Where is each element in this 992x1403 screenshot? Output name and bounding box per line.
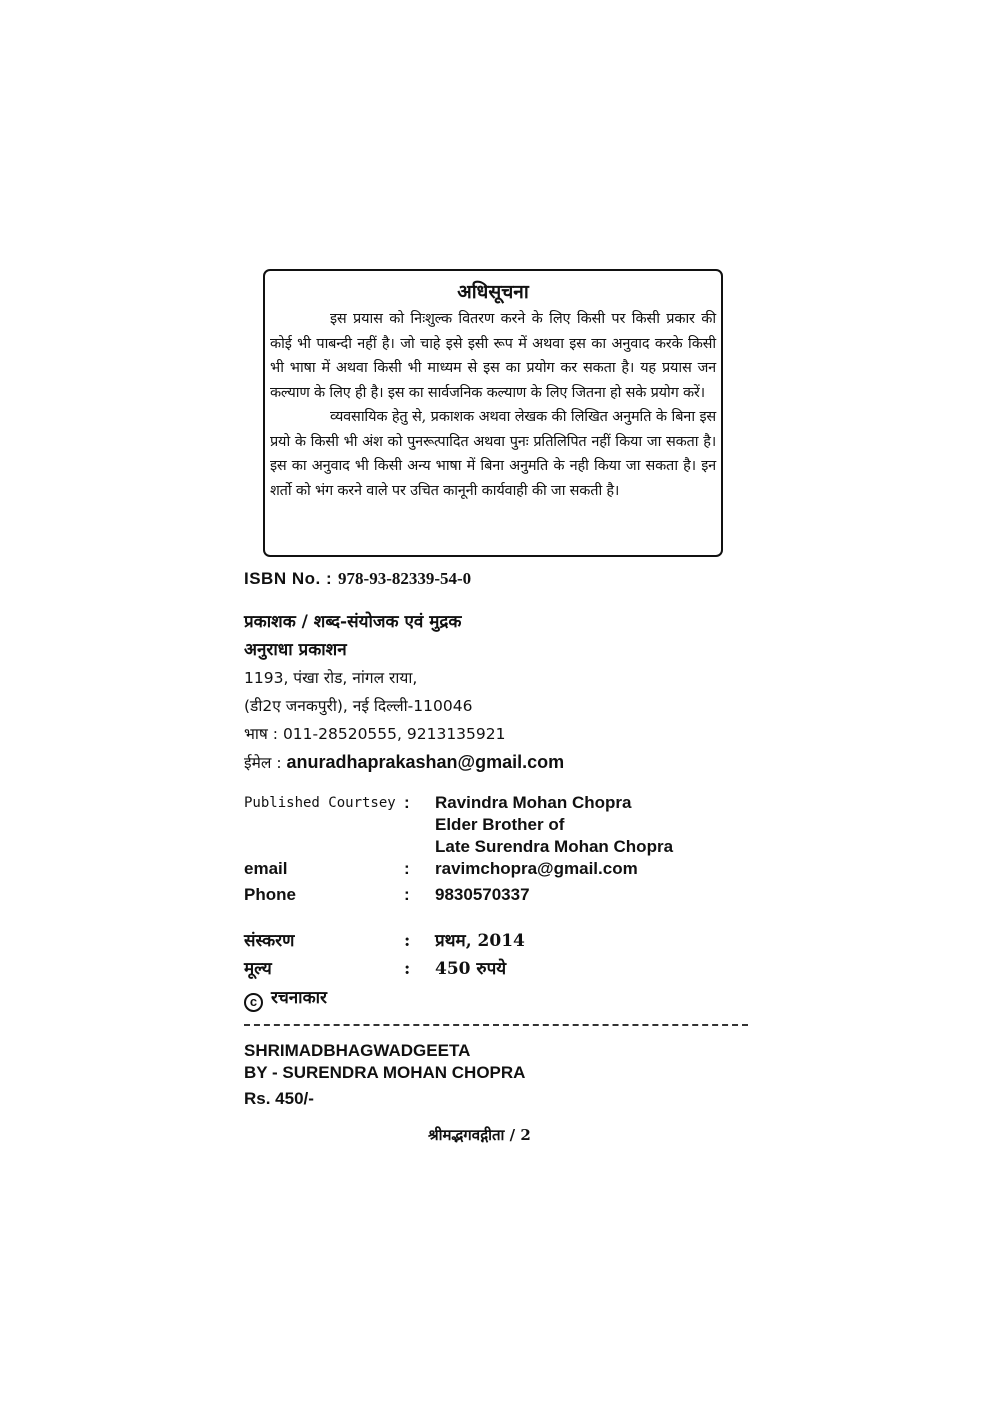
- courtesy-colon: :: [404, 859, 410, 878]
- publisher-name: अनुराधा प्रकाशन: [244, 640, 347, 660]
- edition-colon: :: [404, 931, 411, 951]
- edition-row: [244, 955, 525, 983]
- copyright-holder: रचनाकार: [271, 988, 327, 1008]
- courtesy-value: 9830570337: [435, 885, 530, 904]
- courtesy-row: [244, 880, 673, 906]
- courtesy-colon: [404, 814, 435, 836]
- courtesy-row: [244, 792, 673, 814]
- copyright-icon: c: [244, 993, 263, 1012]
- notice-box: [263, 269, 723, 557]
- publisher-email-line: [244, 748, 764, 777]
- courtesy-label: [244, 814, 404, 836]
- publisher-address-line1: 1193, पंखा रोड, नांगल राया,: [244, 669, 418, 687]
- courtesy-row: [244, 814, 673, 836]
- copyright-line: [244, 985, 327, 1012]
- publisher-address-line2: (डी2ए जनकपुरी), नई दिल्ली-110046: [244, 697, 473, 715]
- edition-label: मूल्य: [244, 959, 272, 979]
- courtesy-row: [244, 836, 673, 858]
- courtesy-label: Published Courtsey: [244, 795, 396, 811]
- isbn-line: [244, 569, 471, 589]
- courtesy-label: email: [244, 859, 288, 878]
- courtesy-email-link[interactable]: ravimchopra@gmail.com: [435, 859, 638, 878]
- publisher-role: प्रकाशक / शब्द-संयोजक एवं मुद्रक: [244, 612, 462, 632]
- courtesy-value: Ravindra Mohan Chopra: [435, 793, 632, 812]
- publisher-phone: भाष : 011-28520555, 9213135921: [244, 725, 506, 743]
- notice-paragraph-2: व्यवसायिक हेतु से, प्रकाशक अथवा लेखक की लिखित अनुमति के बिना इस प्रयो के किसी भी अंश को पुनरूत्पादित अथवा पुनः प्रतिलिपित नहीं किया जा सकता है। इस का अनुवाद भी किसी अन्य भाषा में बिना अनुमति के नही किया जा सकता है। इन शर्तो को भंग करने वाले पर उचित कानूनी कार्यवाही की जा सकती है।: [270, 409, 716, 499]
- book-title: SHRIMADBHAGWADGEETA: [244, 1041, 471, 1060]
- edition-row: [244, 927, 525, 955]
- notice-paragraph-1: इस प्रयास को निःशुल्क वितरण करने के लिए किसी पर किसी प्रकार की कोई भी पाबन्दी नहीं है। जो चाहे इसे इसी रूप में अथवा इस का अनुवाद करके किसी भी भाषा में अथवा किसी भी माध्यम से इस का प्रयोग कर सकता है। यह प्रयास जन कल्याण के लिए ही है। इस का सार्वजनिक कल्याण के लिए जितना हो सके प्रयोग करें।: [270, 311, 716, 401]
- courtesy-label: Phone: [244, 885, 296, 904]
- edition-value: प्रथम, 2014: [435, 931, 525, 951]
- edition-label: संस्करण: [244, 931, 295, 951]
- isbn-label: ISBN No. :: [244, 569, 333, 588]
- courtesy-value: Late Surendra Mohan Chopra: [435, 837, 674, 856]
- courtesy-table: [244, 792, 673, 906]
- courtesy-colon: [404, 836, 435, 858]
- page-footer: श्रीमद्भगवद्गीता / 2: [428, 1126, 531, 1144]
- book-info-block: [244, 1040, 525, 1110]
- courtesy-colon: :: [404, 793, 410, 812]
- courtesy-label: [244, 836, 404, 858]
- publisher-email-link[interactable]: anuradhaprakashan@gmail.com: [286, 752, 565, 772]
- notice-title: अधिसूचना: [457, 281, 529, 303]
- book-author: BY - SURENDRA MOHAN CHOPRA: [244, 1063, 526, 1082]
- courtesy-value: Elder Brother of: [435, 815, 565, 834]
- edition-colon: :: [404, 959, 411, 979]
- isbn-value: 978-93-82339-54-0: [338, 569, 472, 588]
- edition-table: [244, 927, 525, 983]
- book-price: Rs. 450/-: [244, 1089, 314, 1108]
- dashed-divider: [244, 1024, 748, 1026]
- edition-value: 450 रुपये: [435, 959, 507, 979]
- courtesy-colon: :: [404, 885, 410, 904]
- courtesy-row: [244, 858, 673, 880]
- publisher-block: [244, 608, 764, 777]
- publisher-email-label: ईमेल :: [244, 754, 282, 772]
